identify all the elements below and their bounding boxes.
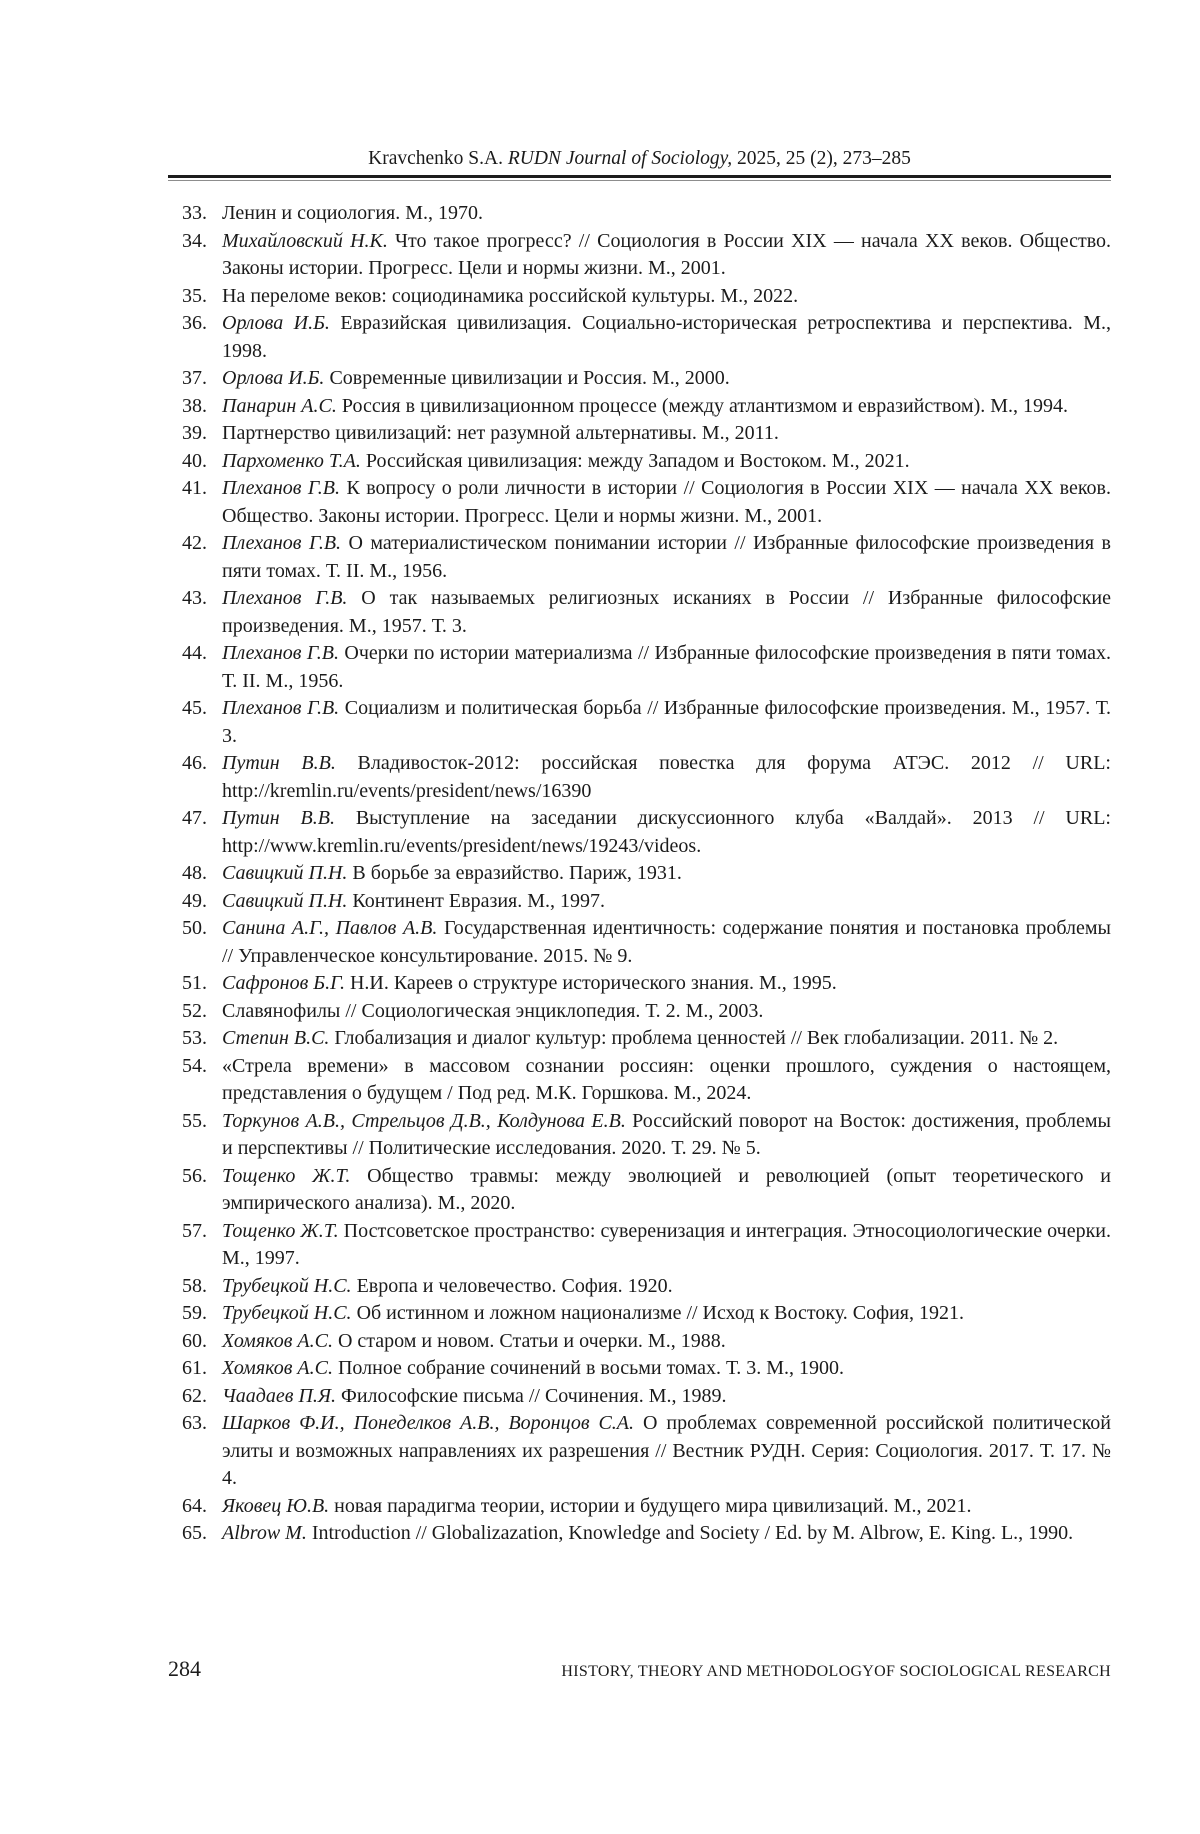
reference-text: О материалистическом понимании истории // Избранные философские произведения в пяти томах. Т. II. М., 1956. [222, 532, 1111, 582]
reference-number: 44. [182, 642, 207, 664]
reference-author: Плеханов Г.В. [222, 587, 348, 609]
reference-number: 62. [182, 1384, 207, 1407]
reference-number: 63. [182, 1412, 207, 1434]
reference-item [168, 695, 1111, 750]
reference-text: Introduction // Globalizazation, Knowledge and Society / Ed. by M. Albrow, E. King. L., 1990. [306, 1522, 1074, 1544]
reference-item [168, 310, 1111, 365]
reference-number: 41. [182, 477, 207, 499]
reference-author: Тощенко Ж.Т. [222, 1164, 351, 1187]
reference-number: 39. [182, 422, 207, 444]
reference-number: 37. [182, 367, 207, 389]
reference-number: 64. [182, 1494, 207, 1517]
reference-number: 57. [182, 1219, 207, 1242]
reference-author: Albrow M. [222, 1522, 307, 1544]
reference-number: 47. [182, 807, 207, 829]
running-head [168, 148, 1111, 170]
reference-text: Евразийская цивилизация. Социально-историческая ретроспектива и перспектива. М., 1998. [222, 312, 1111, 362]
reference-number: 55. [182, 1109, 207, 1132]
reference-text: Что такое прогресс? // Социология в России XIX — начала XX веков. Общество. Законы истории. Прогресс. Цели и нормы жизни. М., 2001. [222, 229, 1111, 279]
reference-text: Очерки по истории материализма // Избранные философские произведения в пяти томах. Т. II. М., 1956. [222, 642, 1111, 692]
reference-author: Михайловский Н.К. [222, 229, 388, 252]
reference-author: Плеханов Г.В. [222, 642, 339, 664]
reference-item [168, 1053, 1111, 1108]
reference-number: 52. [182, 999, 207, 1022]
reference-number: 34. [182, 229, 207, 252]
reference-item [168, 998, 1111, 1026]
reference-item [168, 475, 1111, 530]
reference-number: 42. [182, 532, 207, 554]
reference-item [168, 1328, 1111, 1356]
reference-text: Ленин и социология. М., 1970. [222, 202, 484, 224]
reference-text: Современные цивилизации и Россия. М., 2000. [324, 367, 730, 389]
reference-author: Панарин А.С. [222, 394, 337, 417]
reference-number: 54. [182, 1054, 207, 1077]
reference-text: новая парадигма теории, истории и будущего мира цивилизаций. М., 2021. [329, 1494, 972, 1517]
reference-text: К вопросу о роли личности в истории // Социология в России XIX — начала XX веков. Общество. Законы истории. Прогресс. Цели и нормы жизни. М., 2001. [222, 477, 1111, 527]
reference-number: 49. [182, 889, 207, 912]
reference-text: Партнерство цивилизаций: нет разумной альтернативы. М., 2011. [222, 422, 779, 444]
reference-number: 46. [182, 752, 207, 774]
reference-item [168, 228, 1111, 283]
reference-item [168, 1410, 1111, 1493]
reference-author: Савицкий П.Н. [222, 862, 348, 884]
reference-text: Выступление на заседании дискуссионного клуба «Валдай». 2013 // URL: http://www.kremlin.ru/events/president/news/19243/videos. [222, 807, 1111, 857]
running-head-author: Kravchenko S.A. [368, 148, 508, 169]
reference-number: 38. [182, 394, 207, 417]
reference-text: Европа и человечество. София. 1920. [351, 1274, 673, 1297]
reference-number: 58. [182, 1274, 207, 1297]
page-content [168, 0, 1111, 1834]
reference-number: 35. [182, 284, 207, 307]
reference-item [168, 1025, 1111, 1053]
reference-text: Общество травмы: между эволюцией и революцией (опыт теоретического и эмпирического анализа). М., 2020. [222, 1164, 1111, 1214]
reference-number: 40. [182, 449, 207, 472]
reference-item [168, 970, 1111, 998]
reference-item [168, 420, 1111, 448]
reference-author: Яковец Ю.В. [222, 1494, 330, 1517]
reference-author: Хомяков А.С. [222, 1329, 333, 1352]
reference-text: На переломе веков: социодинамика российской культуры. М., 2022. [222, 284, 799, 307]
reference-text: Н.И. Кареев о структуре исторического знания. М., 1995. [344, 972, 837, 994]
reference-item [168, 530, 1111, 585]
reference-number: 45. [182, 697, 207, 719]
reference-author: Тощенко Ж.Т. [222, 1219, 339, 1242]
reference-author: Трубецкой Н.С. [222, 1302, 352, 1324]
reference-item [168, 200, 1111, 228]
reference-text: Социализм и политическая борьба // Избранные философские произведения. М., 1957. Т. 3. [222, 697, 1111, 747]
reference-item [168, 888, 1111, 916]
reference-author: Орлова И.Б. [222, 367, 325, 389]
reference-number: 48. [182, 862, 207, 884]
reference-author: Санина А.Г., Павлов А.В. [222, 917, 438, 939]
reference-number: 36. [182, 312, 207, 334]
reference-text: Об истинном и ложном национализме // Исход к Востоку. София, 1921. [351, 1302, 964, 1324]
reference-item [168, 640, 1111, 695]
references-list [168, 200, 1111, 1548]
reference-item [168, 1300, 1111, 1328]
reference-number: 50. [182, 917, 207, 939]
reference-text: Российская цивилизация: между Западом и Востоком. М., 2021. [360, 449, 910, 472]
reference-item [168, 1355, 1111, 1383]
reference-author: Плеханов Г.В. [222, 532, 342, 554]
reference-number: 65. [182, 1522, 207, 1544]
reference-item [168, 805, 1111, 860]
reference-item [168, 365, 1111, 393]
reference-author: Чаадаев П.Я. [222, 1384, 337, 1407]
reference-item [168, 1493, 1111, 1521]
reference-text: О проблемах современной российской политической элиты и возможных направлениях их разрешения // Вестник РУДН. Серия: Социология. 2017. Т. 17. № 4. [222, 1412, 1111, 1489]
running-head-issue: 2025, 25 (2), 273–285 [732, 148, 911, 169]
reference-item [168, 393, 1111, 421]
header-rule [168, 175, 1111, 181]
reference-number: 60. [182, 1329, 207, 1352]
page-number: 284 [168, 1656, 201, 1681]
reference-item [168, 915, 1111, 970]
reference-text: О старом и новом. Статьи и очерки. М., 1988. [332, 1329, 726, 1352]
reference-author: Шарков Ф.И., Понеделков А.В., Воронцов С.А. [222, 1412, 635, 1434]
reference-number: 53. [182, 1027, 207, 1049]
reference-text: В борьбе за евразийство. Париж, 1931. [347, 862, 682, 884]
reference-text: Континент Евразия. М., 1997. [347, 889, 606, 912]
reference-text: Россия в цивилизационном процессе (между атлантизмом и евразийством). М., 1994. [336, 394, 1069, 417]
reference-number: 59. [182, 1302, 207, 1324]
reference-author: Степин В.С. [222, 1027, 330, 1049]
reference-text: Российский поворот на Восток: достижения, проблемы и перспективы // Политические исследования. 2020. Т. 29. № 5. [222, 1109, 1111, 1159]
reference-text: Государственная идентичность: содержание понятия и постановка проблемы // Управленческое консультирование. 2015. № 9. [222, 917, 1111, 967]
reference-author: Сафронов Б.Г. [222, 972, 345, 994]
reference-item [168, 1108, 1111, 1163]
running-head-journal-title: RUDN Journal of Sociology, [507, 148, 733, 169]
reference-text: Владивосток-2012: российская повестка для форума АТЭС. 2012 // URL: http://kremlin.ru/events/president/news/16390 [222, 752, 1111, 802]
reference-author: Хомяков А.С. [222, 1357, 333, 1379]
reference-author: Торкунов А.В., Стрельцов Д.В., Колдунова Е.В. [222, 1109, 626, 1132]
page-footer [168, 1656, 1111, 1682]
reference-author: Плеханов Г.В. [222, 697, 340, 719]
reference-number: 33. [182, 202, 207, 224]
reference-item [168, 750, 1111, 805]
reference-item [168, 585, 1111, 640]
reference-item [168, 448, 1111, 476]
reference-item [168, 283, 1111, 311]
reference-item [168, 1273, 1111, 1301]
reference-author: Путин В.В. [222, 807, 335, 829]
reference-number: 51. [182, 972, 207, 994]
reference-number: 61. [182, 1357, 207, 1379]
footer-section-title: HISTORY, THEORY AND METHODOLOGYOF SOCIOLOGICAL RESEARCH [561, 1663, 1111, 1680]
reference-item [168, 1163, 1111, 1218]
reference-text: Глобализация и диалог культур: проблема ценностей // Век глобализации. 2011. № 2. [329, 1027, 1059, 1049]
reference-number: 43. [182, 587, 207, 609]
reference-text: Славянофилы // Социологическая энциклопедия. Т. 2. М., 2003. [222, 999, 764, 1022]
reference-text: Полное собрание сочинений в восьми томах. Т. 3. М., 1900. [332, 1357, 845, 1379]
reference-author: Трубецкой Н.С. [222, 1274, 352, 1297]
reference-author: Савицкий П.Н. [222, 889, 348, 912]
reference-item [168, 1383, 1111, 1411]
reference-text: Постсоветское пространство: суверенизация и интеграция. Этносоциологические очерки. М., 1997. [222, 1219, 1111, 1269]
reference-item [168, 1218, 1111, 1273]
reference-author: Пархоменко Т.А. [222, 449, 361, 472]
reference-author: Плеханов Г.В. [222, 477, 341, 499]
reference-text: «Стрела времени» в массовом сознании россиян: оценки прошлого, суждения о настоящем, представления о будущем / Под ред. М.К. Горшкова. М., 2024. [222, 1054, 1111, 1104]
reference-number: 56. [182, 1164, 207, 1187]
reference-text: О так называемых религиозных исканиях в России // Избранные философские произведения. М., 1957. Т. 3. [222, 587, 1111, 637]
reference-item [168, 860, 1111, 888]
reference-text: Философские письма // Сочинения. М., 1989. [336, 1384, 727, 1407]
reference-author: Путин В.В. [222, 752, 336, 774]
reference-item [168, 1520, 1111, 1548]
reference-author: Орлова И.Б. [222, 312, 330, 334]
